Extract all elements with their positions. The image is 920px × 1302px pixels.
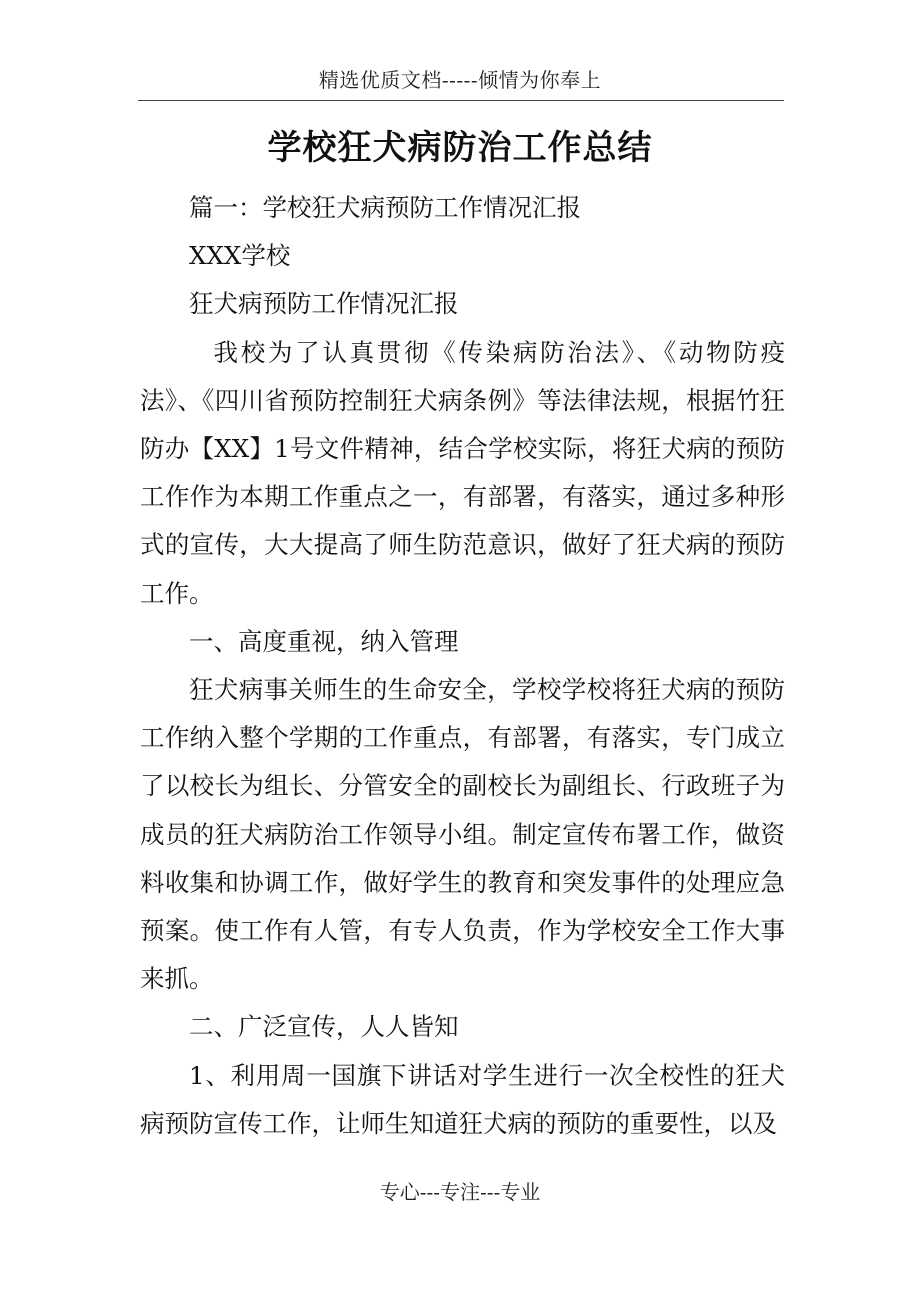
intro-paragraph: 我校为了认真贯彻《传染病防治法》、《动物防疫法》、《四川省预防控制狂犬病条例》等法律法规，根据竹狂防办【XX】1号文件精神，结合学校实际，将狂犬病的预防工作作为本期工作重点之一，有部署，有落实，通过多种形式的宣传，大大提高了师生防范意识，做好了狂犬病的预防工作。 [140, 337, 785, 608]
document-body [140, 184, 785, 1148]
section-heading: 篇一：学校狂犬病预防工作情况汇报 [189, 193, 581, 222]
header-divider [138, 100, 784, 101]
paragraph-one: 狂犬病事关师生的生命安全，学校学校将狂犬病的预防工作纳入整个学期的工作重点，有部署，有落实，专门成立了以校长为组长、分管安全的副校长为副组长、行政班子为成员的狂犬病防治工作领导小组。制定宣传布署工作，做资料收集和协调工作，做好学生的教育和突发事件的处理应急预案。使工作有人管，有专人负责，作为学校安全工作大事来抓。 [140, 675, 785, 994]
document-title: 学校狂犬病防治工作总结 [267, 128, 653, 168]
paragraph-two: 1、利用周一国旗下讲话对学生进行一次全校性的狂犬病预防宣传工作，让师生知道狂犬病的预防的重要性，以及 [140, 1060, 785, 1138]
school-name: XXX学校 [189, 241, 291, 271]
page-footer: 专心---专注---专业 [379, 1180, 541, 1204]
report-title: 狂犬病预防工作情况汇报 [189, 289, 459, 319]
heading-one: 一、高度重视，纳入管理 [189, 626, 459, 656]
page-header: 精选优质文档-----倾情为你奉上 [318, 68, 602, 92]
heading-two: 二、广泛宣传，人人皆知 [189, 1012, 459, 1042]
